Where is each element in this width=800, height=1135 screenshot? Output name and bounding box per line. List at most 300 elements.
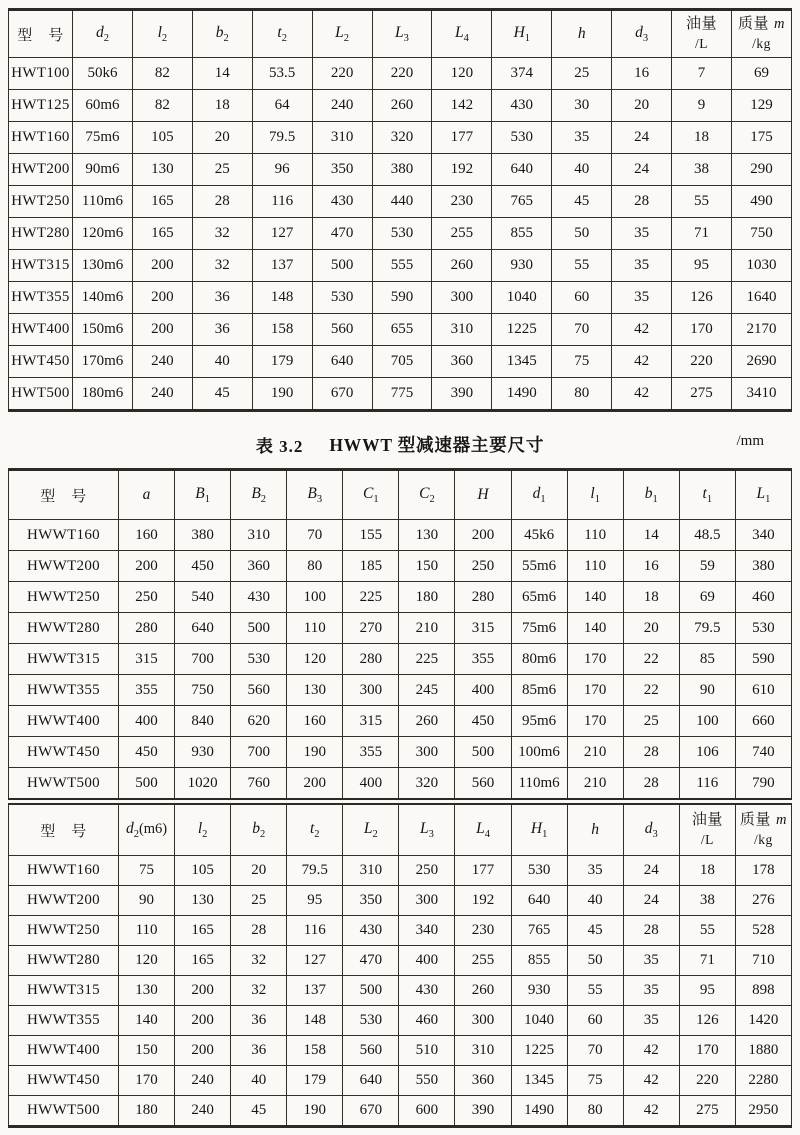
value-cell: 760: [231, 768, 287, 800]
value-cell: 276: [735, 886, 791, 916]
value-cell: 24: [612, 154, 672, 186]
column-header: [9, 470, 119, 520]
column-header: [312, 10, 372, 58]
model-cell: HWWT315: [9, 644, 119, 675]
value-cell: 470: [312, 218, 372, 250]
value-cell: 250: [399, 856, 455, 886]
value-cell: 930: [175, 737, 231, 768]
value-cell: 3410: [731, 378, 791, 411]
variable-subscript: 2: [161, 33, 168, 45]
value-cell: 175: [731, 122, 791, 154]
column-header: [343, 804, 399, 856]
value-cell: 18: [679, 856, 735, 886]
value-cell: 740: [735, 737, 791, 768]
value-cell: 130: [119, 976, 175, 1006]
value-cell: 400: [455, 675, 511, 706]
variable-subscript: 2: [429, 494, 435, 506]
value-cell: 28: [623, 737, 679, 768]
value-cell: 280: [119, 613, 175, 644]
variable-symbol: b: [644, 484, 653, 502]
value-cell: 120: [432, 58, 492, 90]
model-cell: HWT500: [9, 378, 73, 411]
value-cell: 140: [567, 582, 623, 613]
value-cell: 790: [735, 768, 791, 800]
value-cell: 75m6: [511, 613, 567, 644]
variable-symbol: d: [644, 819, 653, 837]
value-cell: 560: [455, 768, 511, 800]
value-cell: 32: [192, 250, 252, 282]
value-cell: 855: [511, 946, 567, 976]
header-label: 型 号: [17, 27, 64, 44]
value-cell: 2690: [731, 346, 791, 378]
value-cell: 600: [399, 1096, 455, 1127]
value-cell: 192: [455, 886, 511, 916]
value-cell: 35: [623, 946, 679, 976]
value-cell: 35: [612, 250, 672, 282]
value-cell: 930: [492, 250, 552, 282]
model-cell: HWT200: [9, 154, 73, 186]
model-cell: HWT450: [9, 346, 73, 378]
model-cell: HWWT250: [9, 582, 119, 613]
value-cell: 50k6: [73, 58, 133, 90]
column-header: [432, 10, 492, 58]
value-cell: 70: [287, 520, 343, 551]
value-cell: 240: [175, 1096, 231, 1127]
header-row: [9, 10, 792, 58]
value-cell: 177: [432, 122, 492, 154]
value-cell: 310: [312, 122, 372, 154]
value-cell: 140: [567, 613, 623, 644]
column-header: [567, 470, 623, 520]
value-cell: 155: [343, 520, 399, 551]
value-cell: 100m6: [511, 737, 567, 768]
value-cell: 20: [231, 856, 287, 886]
value-cell: 300: [343, 675, 399, 706]
value-cell: 250: [455, 551, 511, 582]
value-cell: 1420: [735, 1006, 791, 1036]
variable-symbol: b: [252, 819, 260, 837]
value-cell: 400: [399, 946, 455, 976]
column-header: [731, 10, 791, 58]
value-cell: 38: [672, 154, 732, 186]
column-header: [623, 804, 679, 856]
variable-subscript: 1: [524, 33, 531, 45]
variable-symbol: L: [454, 23, 464, 41]
value-cell: 310: [343, 856, 399, 886]
variable-symbol: t: [309, 819, 315, 837]
table-row: [9, 1066, 792, 1096]
value-cell: 240: [132, 378, 192, 411]
value-cell: 120: [287, 644, 343, 675]
value-cell: 40: [567, 886, 623, 916]
value-cell: 96: [252, 154, 312, 186]
value-cell: 140m6: [73, 282, 133, 314]
value-cell: 158: [287, 1036, 343, 1066]
header-line: [736, 831, 791, 850]
value-cell: 42: [612, 314, 672, 346]
value-cell: 500: [455, 737, 511, 768]
table-row: [9, 644, 792, 675]
value-cell: 500: [312, 250, 372, 282]
value-cell: 35: [612, 218, 672, 250]
value-cell: 170: [672, 314, 732, 346]
value-cell: 18: [672, 122, 732, 154]
header-line: [736, 810, 791, 831]
model-cell: HWT315: [9, 250, 73, 282]
model-cell: HWWT500: [9, 768, 119, 800]
value-cell: 36: [231, 1006, 287, 1036]
value-cell: 1490: [492, 378, 552, 411]
model-cell: HWT160: [9, 122, 73, 154]
value-cell: 165: [132, 218, 192, 250]
table-row: [9, 58, 792, 90]
value-cell: 129: [731, 90, 791, 122]
table-row: [9, 346, 792, 378]
value-cell: 315: [343, 706, 399, 737]
value-cell: 55m6: [511, 551, 567, 582]
value-cell: 60: [567, 1006, 623, 1036]
variable-symbol: d: [125, 819, 134, 837]
value-cell: 765: [492, 186, 552, 218]
value-cell: 705: [372, 346, 432, 378]
table-row: [9, 1096, 792, 1127]
table-row: [9, 250, 792, 282]
variable-symbol: H: [530, 819, 543, 837]
value-cell: 120: [119, 946, 175, 976]
value-cell: 200: [119, 551, 175, 582]
value-cell: 460: [735, 582, 791, 613]
value-cell: 25: [192, 154, 252, 186]
value-cell: 16: [612, 58, 672, 90]
model-cell: HWWT355: [9, 675, 119, 706]
value-cell: 380: [372, 154, 432, 186]
value-cell: 148: [252, 282, 312, 314]
variable-symbol: d: [95, 23, 104, 41]
value-cell: 220: [672, 346, 732, 378]
value-cell: 700: [175, 644, 231, 675]
variable-subscript: 2: [133, 829, 139, 841]
value-cell: 185: [343, 551, 399, 582]
column-header: [343, 470, 399, 520]
value-cell: 35: [567, 856, 623, 886]
value-cell: 90: [679, 675, 735, 706]
table-row: [9, 122, 792, 154]
variable-subscript: 3: [403, 33, 409, 45]
value-cell: 300: [455, 1006, 511, 1036]
value-cell: 24: [623, 856, 679, 886]
value-cell: 1040: [511, 1006, 567, 1036]
value-cell: 310: [455, 1036, 511, 1066]
value-cell: 60: [552, 282, 612, 314]
value-cell: 110: [119, 916, 175, 946]
value-cell: 45: [567, 916, 623, 946]
value-cell: 110: [567, 520, 623, 551]
value-cell: 2170: [731, 314, 791, 346]
model-cell: HWWT280: [9, 613, 119, 644]
value-cell: 245: [399, 675, 455, 706]
value-cell: 35: [612, 282, 672, 314]
value-cell: 142: [432, 90, 492, 122]
value-cell: 255: [455, 946, 511, 976]
table-row: [9, 1036, 792, 1066]
table-row: [9, 551, 792, 582]
hwwt-secondary-dimensions-table: [8, 803, 792, 1128]
variable-subscript: 2: [314, 829, 320, 841]
variable-subscript: 3: [652, 829, 658, 841]
value-cell: 28: [231, 916, 287, 946]
value-cell: 350: [343, 886, 399, 916]
value-cell: 116: [252, 186, 312, 218]
value-cell: 350: [312, 154, 372, 186]
value-cell: 71: [679, 946, 735, 976]
value-cell: 220: [312, 58, 372, 90]
value-cell: 45k6: [511, 520, 567, 551]
column-header: [9, 10, 73, 58]
column-header: [455, 470, 511, 520]
value-cell: 22: [623, 675, 679, 706]
value-cell: 225: [399, 644, 455, 675]
value-cell: 85: [679, 644, 735, 675]
value-cell: 320: [399, 768, 455, 800]
variable-subscript: 4: [484, 829, 490, 841]
value-cell: 380: [175, 520, 231, 551]
variable-subscript: 4: [463, 33, 469, 45]
value-cell: 170m6: [73, 346, 133, 378]
value-cell: 655: [372, 314, 432, 346]
value-cell: 930: [511, 976, 567, 1006]
column-header: [9, 804, 119, 856]
value-cell: 25: [623, 706, 679, 737]
value-cell: 150m6: [73, 314, 133, 346]
value-cell: 80: [567, 1096, 623, 1127]
column-header: [679, 804, 735, 856]
value-cell: 55: [679, 916, 735, 946]
value-cell: 200: [287, 768, 343, 800]
column-header: [552, 10, 612, 58]
column-header: [132, 10, 192, 58]
variable-symbol: a: [142, 486, 151, 503]
variable-symbol: t: [277, 23, 282, 41]
value-cell: 275: [672, 378, 732, 411]
value-cell: 530: [312, 282, 372, 314]
variable-subscript: 1: [652, 494, 658, 506]
value-cell: 137: [252, 250, 312, 282]
table-row: [9, 90, 792, 122]
value-cell: 430: [231, 582, 287, 613]
hwt-dimensions-table: [8, 8, 792, 412]
value-cell: 59: [679, 551, 735, 582]
value-cell: 180m6: [73, 378, 133, 411]
value-cell: 82: [132, 90, 192, 122]
value-cell: 105: [132, 122, 192, 154]
table-row: [9, 916, 792, 946]
value-cell: 45: [552, 186, 612, 218]
value-cell: 130: [287, 675, 343, 706]
value-cell: 1030: [731, 250, 791, 282]
value-cell: 510: [399, 1036, 455, 1066]
value-cell: 130m6: [73, 250, 133, 282]
value-cell: 7: [672, 58, 732, 90]
value-cell: 270: [343, 613, 399, 644]
unit-label: /L: [695, 36, 709, 52]
model-cell: HWT100: [9, 58, 73, 90]
value-cell: 25: [231, 886, 287, 916]
value-cell: 42: [623, 1066, 679, 1096]
model-cell: HWWT450: [9, 1066, 119, 1096]
value-cell: 90: [119, 886, 175, 916]
value-cell: 530: [231, 644, 287, 675]
variable-subscript: 2: [103, 33, 109, 45]
model-cell: HWT125: [9, 90, 73, 122]
value-cell: 660: [735, 706, 791, 737]
variable-symbol: L: [363, 819, 373, 837]
value-cell: 95m6: [511, 706, 567, 737]
header-line: [672, 14, 731, 35]
value-cell: 320: [372, 122, 432, 154]
table-row: [9, 186, 792, 218]
value-cell: 1225: [492, 314, 552, 346]
value-cell: 540: [175, 582, 231, 613]
value-cell: 25: [552, 58, 612, 90]
value-cell: 590: [372, 282, 432, 314]
value-cell: 179: [252, 346, 312, 378]
value-cell: 170: [567, 706, 623, 737]
unit-label: /L: [700, 832, 714, 848]
column-header: [679, 470, 735, 520]
value-cell: 38: [679, 886, 735, 916]
header-label: 质量: [737, 16, 769, 33]
header-line: [732, 14, 791, 35]
value-cell: 500: [343, 976, 399, 1006]
model-cell: HWWT315: [9, 976, 119, 1006]
value-cell: 20: [612, 90, 672, 122]
value-cell: 14: [192, 58, 252, 90]
value-cell: 60m6: [73, 90, 133, 122]
model-cell: HWWT500: [9, 1096, 119, 1127]
column-header: [231, 804, 287, 856]
value-cell: 255: [432, 218, 492, 250]
value-cell: 1640: [731, 282, 791, 314]
value-cell: 315: [455, 613, 511, 644]
value-cell: 55: [672, 186, 732, 218]
value-cell: 200: [455, 520, 511, 551]
value-cell: 640: [492, 154, 552, 186]
value-cell: 9: [672, 90, 732, 122]
header-line: [732, 35, 791, 54]
variable-symbol: L: [395, 23, 404, 41]
value-cell: 190: [287, 737, 343, 768]
variable-symbol: t: [702, 484, 707, 502]
variable-subscript: 1: [542, 829, 548, 841]
header-label: 油量: [686, 16, 718, 33]
value-cell: 106: [679, 737, 735, 768]
value-cell: 530: [735, 613, 791, 644]
value-cell: 230: [432, 186, 492, 218]
value-cell: 430: [399, 976, 455, 1006]
value-cell: 450: [455, 706, 511, 737]
variable-subscript: 2: [343, 33, 350, 45]
value-cell: 470: [343, 946, 399, 976]
table-row: [9, 218, 792, 250]
value-cell: 260: [432, 250, 492, 282]
value-cell: 275: [679, 1096, 735, 1127]
value-cell: 190: [287, 1096, 343, 1127]
value-cell: 190: [252, 378, 312, 411]
value-cell: 530: [492, 122, 552, 154]
value-cell: 55: [567, 976, 623, 1006]
value-cell: 35: [623, 1006, 679, 1036]
header-label: 质量: [739, 812, 771, 829]
variable-symbol: l: [590, 484, 595, 502]
value-cell: 116: [287, 916, 343, 946]
value-cell: 24: [612, 122, 672, 154]
variable-subscript: 1: [204, 494, 210, 506]
value-cell: 380: [735, 551, 791, 582]
value-cell: 105: [175, 856, 231, 886]
variable-subscript: 2: [281, 33, 287, 45]
header-line: [672, 35, 731, 54]
value-cell: 765: [511, 916, 567, 946]
variable-symbol: d: [635, 23, 643, 41]
value-cell: 450: [175, 551, 231, 582]
model-cell: HWT280: [9, 218, 73, 250]
value-cell: 165: [175, 916, 231, 946]
table-row: [9, 768, 792, 800]
value-cell: 300: [399, 737, 455, 768]
value-cell: 360: [432, 346, 492, 378]
value-cell: 355: [455, 644, 511, 675]
value-cell: 50: [552, 218, 612, 250]
table-row: [9, 886, 792, 916]
column-header: [623, 470, 679, 520]
variable-symbol: C: [363, 484, 374, 502]
value-cell: 490: [731, 186, 791, 218]
value-cell: 40: [231, 1066, 287, 1096]
value-cell: 22: [623, 644, 679, 675]
value-cell: 80: [552, 378, 612, 411]
column-header: [511, 470, 567, 520]
table-row: [9, 976, 792, 1006]
value-cell: 530: [372, 218, 432, 250]
value-cell: 35: [623, 976, 679, 1006]
table-row: [9, 946, 792, 976]
value-cell: 360: [455, 1066, 511, 1096]
model-cell: HWWT250: [9, 916, 119, 946]
value-cell: 79.5: [252, 122, 312, 154]
table-row: [9, 154, 792, 186]
value-cell: 140: [119, 1006, 175, 1036]
hwwt-main-dimensions-table: [8, 468, 792, 800]
value-cell: 855: [492, 218, 552, 250]
value-cell: 200: [132, 282, 192, 314]
value-cell: 75m6: [73, 122, 133, 154]
value-cell: 64: [252, 90, 312, 122]
table-row: [9, 282, 792, 314]
value-cell: 590: [735, 644, 791, 675]
value-cell: 79.5: [287, 856, 343, 886]
value-cell: 42: [623, 1096, 679, 1127]
table-row: [9, 582, 792, 613]
column-header: [175, 470, 231, 520]
value-cell: 45: [231, 1096, 287, 1127]
value-cell: 528: [735, 916, 791, 946]
value-cell: 620: [231, 706, 287, 737]
value-cell: 130: [175, 886, 231, 916]
variable-symbol: m: [775, 812, 787, 829]
unit-label: /kg: [754, 832, 773, 848]
value-cell: 640: [175, 613, 231, 644]
value-cell: 32: [231, 946, 287, 976]
